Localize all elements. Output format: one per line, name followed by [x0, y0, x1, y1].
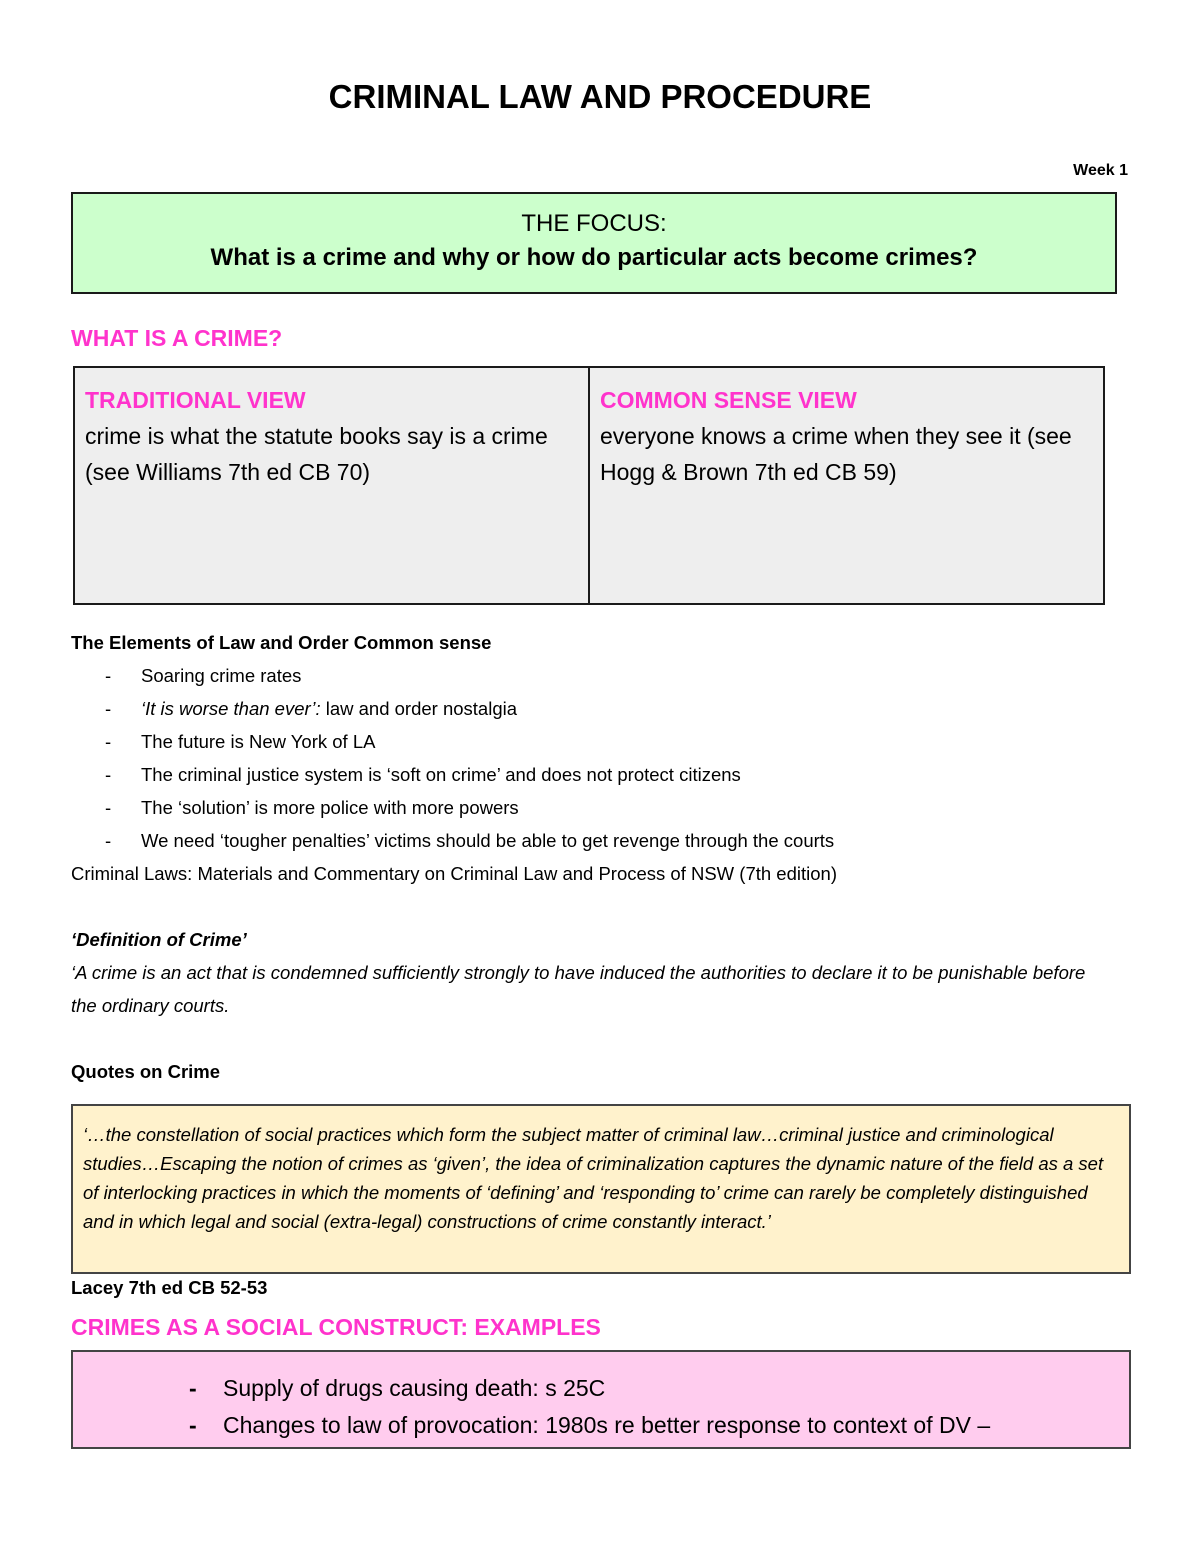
social-construct-list — [73, 1370, 1129, 1444]
list-item-text: The ‘solution’ is more police with more powers — [141, 797, 519, 818]
list-item-italic: ‘It is worse than ever’: — [141, 698, 321, 719]
quote-text: ‘…the constellation of social practices which form the subject matter of criminal law…criminal justice and criminological studies…Escaping the notion of crimes as ‘given’, the idea of criminalization captures the dynamic nature of the field as a set of interlocking practices in which the moments of ‘defining’ and ‘responding to’ crime can rarely be completely distinguished and in which legal and social (extra-legal) constructions of crime constantly interact.’ — [83, 1124, 1104, 1232]
social-construct-box — [71, 1350, 1131, 1449]
elements-source: Criminal Laws: Materials and Commentary on Criminal Law and Process of NSW (7th edition) — [71, 863, 837, 884]
elements-section — [71, 626, 1111, 1088]
definition-heading: ‘Definition of Crime’ — [71, 929, 247, 950]
focus-box — [71, 192, 1117, 294]
common-sense-view-cell — [588, 368, 1103, 603]
list-item — [71, 725, 1111, 758]
list-item-text: The criminal justice system is ‘soft on crime’ and does not protect citizens — [141, 764, 741, 785]
list-item — [71, 791, 1111, 824]
list-item: - Changes to law of provocation: 1980s re better response to context of DV – — [73, 1407, 1129, 1444]
focus-heading: THE FOCUS: — [521, 210, 667, 237]
list-item — [71, 824, 1111, 857]
quotes-heading: Quotes on Crime — [71, 1061, 221, 1082]
traditional-view-heading: TRADITIONAL VIEW — [85, 387, 306, 413]
list-item — [71, 692, 1111, 725]
quote-box — [71, 1104, 1131, 1274]
traditional-view-text: crime is what the statute books say is a crime (see Williams 7th ed CB 70) — [85, 423, 548, 485]
list-item-text: We need ‘tougher penalties’ victims should be able to get revenge through the courts — [141, 830, 835, 851]
common-sense-view-heading: COMMON SENSE VIEW — [600, 387, 857, 413]
views-table — [73, 366, 1105, 605]
list-item — [71, 758, 1111, 791]
focus-question: What is a crime and why or how do particular acts become crimes? — [210, 244, 978, 271]
section-heading-social-construct: CRIMES AS A SOCIAL CONSTRUCT: EXAMPLES — [71, 1314, 601, 1340]
definition-text: ‘A crime is an act that is condemned sufficiently strongly to have induced the authorities to declare it to be punishable before the ordinary courts. — [71, 962, 1086, 1016]
elements-list — [71, 659, 1111, 857]
list-item-text: Soaring crime rates — [141, 665, 302, 686]
traditional-view-cell — [75, 368, 588, 603]
list-item-text: The future is New York of LA — [141, 731, 376, 752]
section-heading-what-is-crime: WHAT IS A CRIME? — [71, 325, 283, 351]
elements-heading: The Elements of Law and Order Common sense — [71, 632, 492, 653]
page-title: CRIMINAL LAW AND PROCEDURE — [328, 78, 872, 115]
week-label: Week 1 — [1073, 162, 1128, 179]
list-item — [71, 659, 1111, 692]
list-item-text: law and order nostalgia — [320, 698, 518, 719]
list-item: - Supply of drugs causing death: s 25C — [73, 1370, 1129, 1407]
common-sense-view-text: everyone knows a crime when they see it (see Hogg & Brown 7th ed CB 59) — [600, 423, 1072, 485]
quote-citation: Lacey 7th ed CB 52-53 — [71, 1277, 268, 1298]
